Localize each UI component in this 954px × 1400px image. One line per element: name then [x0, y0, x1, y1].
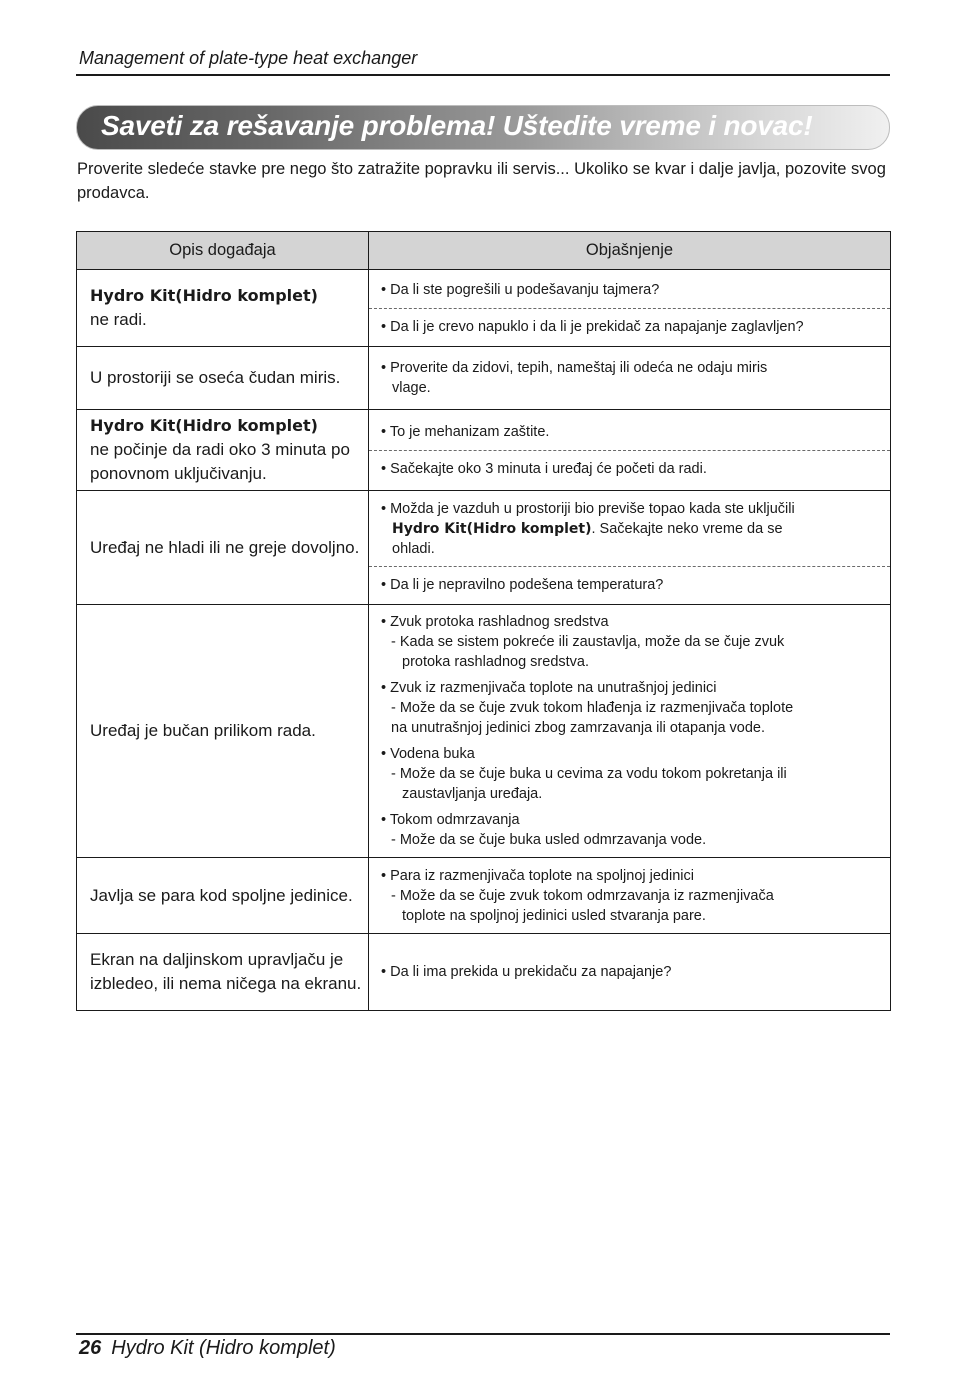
explanation-line: na unutrašnjoj jedinici zbog zamrzavanja ili otapanja vode. [391, 720, 766, 736]
explanation-line: - Može da se čuje zvuk tokom odmrzavanja iz razmenjivača [391, 887, 774, 904]
explanation-group [381, 810, 880, 850]
explanation-line: • Zvuk iz razmenjivača toplote na unutrašnjoj jedinici [381, 680, 717, 696]
column-header-explanation: Objašnjenje [369, 232, 891, 270]
table-row [77, 934, 891, 1011]
explanation-item: • Sačekajte oko 3 minuta i uređaj će početi da radi. [369, 450, 890, 487]
explanation-group [381, 744, 880, 804]
explanation-group [381, 678, 880, 738]
explanation-item [369, 605, 890, 857]
explanation-item: • Da li ima prekida u prekidaču za napajanje? [381, 964, 672, 980]
table-row [77, 858, 891, 934]
explanation-line: • Para iz razmenjivača toplote na spoljnoj jedinici [381, 867, 694, 884]
table-row [77, 270, 891, 347]
explanation-line: protoka rashladnog sredstva. [402, 654, 589, 670]
row-description: U prostoriji se oseća čudan miris. [77, 347, 369, 410]
explanation-line: - Može da se čuje buka u cevima za vodu tokom pokretanja ili [391, 766, 787, 782]
row-explanation [369, 410, 891, 491]
page-number: 26 [79, 1337, 102, 1359]
footer-title: Hydro Kit (Hidro komplet) [111, 1337, 336, 1359]
intro-paragraph: Proverite sledeće stavke pre nego što zatražite popravku ili servis... Ukoliko se kvar i dalje javlja, pozovite svog prodavca. [77, 160, 886, 202]
row-description: Ekran na daljinskom upravljaču je izbledeo, ili nema ničega na ekranu. [77, 934, 369, 1011]
explanation-group [381, 612, 880, 672]
explanation-line: - Kada se sistem pokreće ili zaustavlja, može da se čuje zvuk [391, 634, 785, 650]
explanation-line: • Zvuk protoka rashladnog sredstva [381, 614, 609, 630]
page-footer [79, 1337, 336, 1360]
running-header: Management of plate-type heat exchanger [79, 48, 418, 68]
explanation-line: - Može da se čuje zvuk tokom hlađenja iz razmenjivača toplote [391, 700, 794, 716]
row-explanation [369, 934, 891, 1011]
product-name: Hydro Kit(Hidro komplet) [90, 286, 318, 305]
row-description: Javlja se para kod spoljne jedinice. [77, 858, 369, 934]
banner-title: Saveti za rešavanje problema! Uštedite vreme i novac! [101, 110, 813, 141]
row-description [77, 270, 369, 347]
section-banner [76, 105, 890, 150]
row-description: Uređaj ne hladi ili ne greje dovoljno. [77, 491, 369, 605]
explanation-item [369, 492, 890, 566]
row-description: Uređaj je bučan prilikom rada. [77, 605, 369, 858]
table-row [77, 491, 891, 605]
explanation-line: • Vodena buka [381, 746, 475, 762]
product-name: Hydro Kit(Hidro komplet) [392, 521, 592, 537]
footer-rule [76, 1333, 890, 1335]
description-text: ne radi. [90, 310, 147, 329]
explanation-line [381, 519, 880, 539]
troubleshooting-table [76, 231, 891, 1011]
table-row [77, 410, 891, 491]
row-explanation [369, 347, 891, 410]
explanation-line: zaustavljanja uređaja. [402, 786, 543, 802]
table-row [77, 605, 891, 858]
row-explanation [369, 270, 891, 347]
explanation-line: • Tokom odmrzavanja [381, 812, 520, 828]
explanation-line: - Može da se čuje buka usled odmrzavanja vode. [391, 832, 707, 848]
explanation-line: • Proverite da zidovi, tepih, nameštaj ili odeća ne odaju miris [381, 360, 768, 376]
explanation-item: • Da li je crevo napuklo i da li je prekidač za napajanje zaglavljen? [369, 308, 890, 345]
header-rule [76, 74, 890, 76]
explanation-line: • Možda je vazduh u prostoriji bio previše topao kada ste uključili [381, 501, 795, 517]
explanation-item: • Da li je nepravilno podešena temperatura? [369, 566, 890, 603]
column-header-description: Opis događaja [77, 232, 369, 270]
description-text: ne počinje da radi oko 3 minuta po ponovnom uključivanju. [90, 440, 350, 483]
explanation-text: . Sačekajte neko vreme da se [591, 521, 783, 537]
row-explanation [369, 858, 891, 934]
explanation-line: toplote na spoljnoj jedinici usled stvaranja pare. [402, 907, 706, 924]
table-header-row [77, 232, 891, 270]
explanation-item [369, 351, 890, 405]
explanation-item: • To je mehanizam zaštite. [381, 423, 550, 440]
product-name: Hydro Kit(Hidro komplet) [90, 416, 318, 435]
row-explanation [369, 605, 891, 858]
row-description [77, 410, 369, 491]
explanation-line: vlage. [392, 380, 431, 396]
explanation-line: ohladi. [392, 541, 435, 557]
row-explanation [369, 491, 891, 605]
table-row [77, 347, 891, 410]
explanation-item: • Da li ste pogrešili u podešavanju tajmera? [381, 281, 660, 298]
explanation-item [369, 859, 890, 933]
